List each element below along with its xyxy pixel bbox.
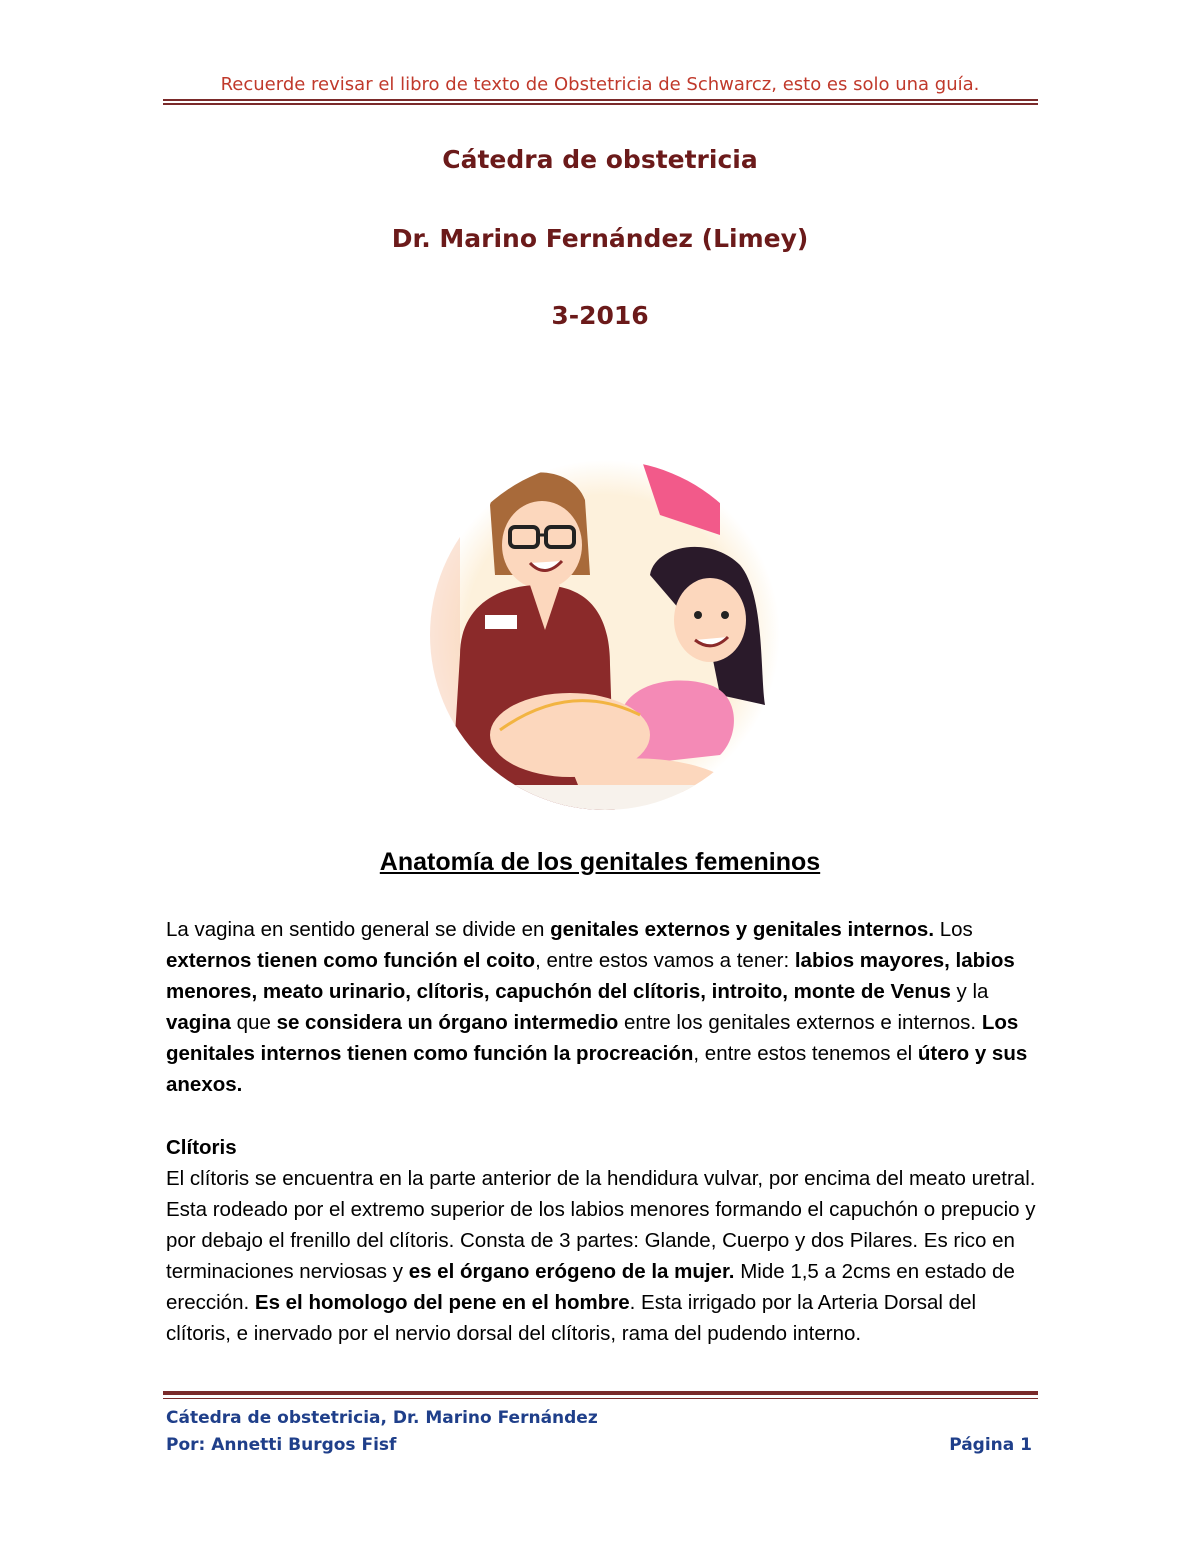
nurse-and-pregnant-patient-illustration xyxy=(420,455,790,815)
page-number: Página 1 xyxy=(949,1435,1032,1455)
header-divider-secondary xyxy=(163,103,1038,105)
intro-text-3: , entre estos vamos a tener: xyxy=(535,949,795,972)
course-title: Cátedra de obstetricia xyxy=(442,145,758,174)
intro-bold-3: labios mayores, labios menores, meato urinario, clítoris, capuchón del clítoris, introito, monte de Venus xyxy=(166,949,1015,1003)
clitoris-text-3: . Esta irrigado por la Arteria Dorsal del clítoris, e inervado por el nervio dorsal del clítoris, rama del pudendo interno. xyxy=(166,1291,977,1345)
intro-bold-2: externos tienen como función el coito xyxy=(166,949,536,972)
intro-paragraph xyxy=(166,914,1046,1100)
header-note: Recuerde revisar el libro de texto de Obstetricia de Schwarcz, esto es solo una guía. xyxy=(220,74,980,95)
intro-text-1: La vagina en sentido general se divide en xyxy=(166,918,551,941)
clitoris-bold-1: es el órgano erógeno de la mujer. xyxy=(408,1260,735,1283)
professor-name: Dr. Marino Fernández (Limey) xyxy=(391,224,809,253)
clitoris-text-1: El clítoris se encuentra en la parte anterior de la hendidura vulvar, por encima del meato uretral. Esta rodeado por el extremo superior de los labios menores formando el capuchón o prepucio y por debajo el frenillo del clítoris. Consta de 3 partes: Glande, Cuerpo y dos Pilares. Es rico en terminaciones nerviosas y xyxy=(166,1167,1036,1283)
clitoris-bold-2: Es el homologo del pene en el hombre xyxy=(254,1291,630,1314)
clitoris-paragraph xyxy=(166,1163,1046,1349)
intro-text-6: entre los genitales externos e internos. xyxy=(618,1011,982,1034)
footer-divider-secondary xyxy=(163,1398,1038,1399)
intro-text-5: que xyxy=(230,1011,277,1034)
intro-bold-6: Los genitales internos tienen como función la procreación xyxy=(166,1011,1019,1065)
section-heading: Anatomía de los genitales femeninos xyxy=(379,848,821,876)
intro-text-7: , entre estos tenemos el xyxy=(693,1042,918,1065)
header-divider xyxy=(163,99,1038,101)
intro-bold-4: vagina xyxy=(166,1011,231,1034)
document-date: 3-2016 xyxy=(551,301,649,330)
intro-bold-7: útero y sus anexos. xyxy=(166,1042,1028,1096)
intro-bold-5: se considera un órgano intermedio xyxy=(276,1011,619,1034)
footer-author: Por: Annetti Burgos Fisf xyxy=(166,1435,397,1455)
clitoris-text-2: Mide 1,5 a 2cms en estado de erección. xyxy=(166,1260,1015,1314)
intro-text-2: Los xyxy=(934,918,973,941)
footer-course: Cátedra de obstetricia, Dr. Marino Fernández xyxy=(166,1408,598,1428)
clitoris-heading: Clítoris xyxy=(166,1136,237,1159)
intro-bold-1: genitales externos y genitales internos. xyxy=(550,918,935,941)
footer-divider xyxy=(163,1391,1038,1395)
intro-text-4: y la xyxy=(950,980,989,1003)
